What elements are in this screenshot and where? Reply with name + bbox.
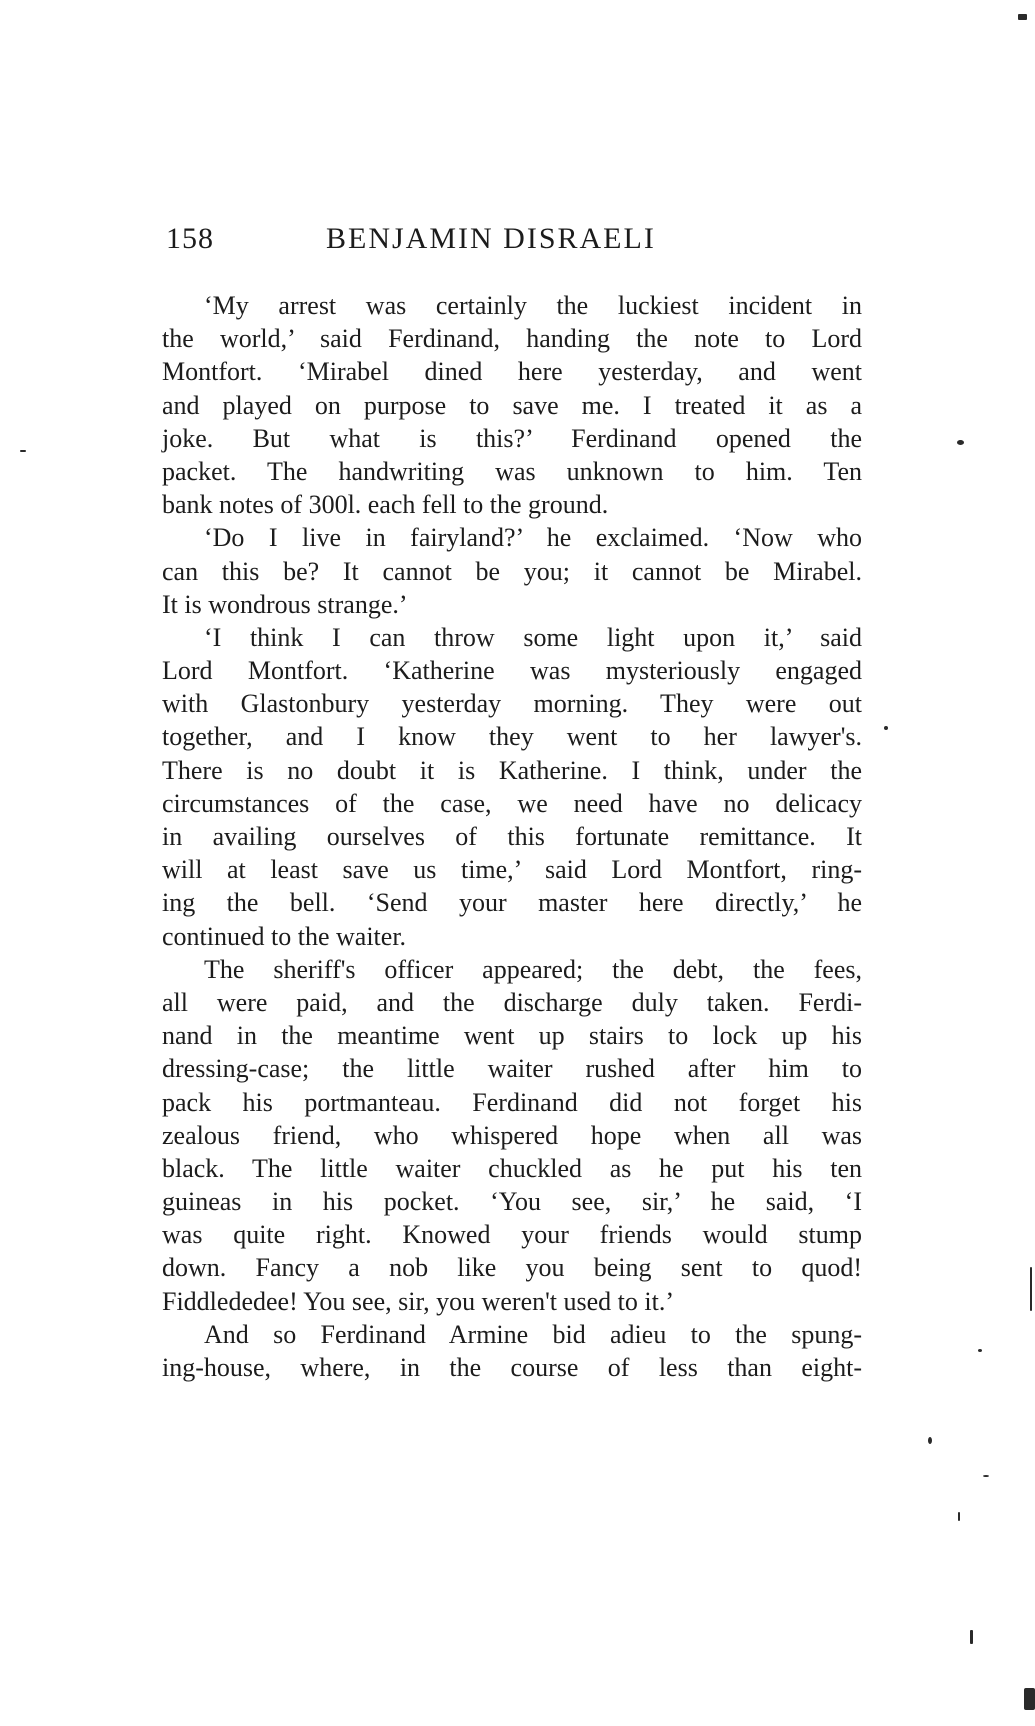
text-line: There is no doubt it is Katherine. I think, under the	[162, 755, 862, 785]
text-line: and played on purpose to save me. I treated it as a	[162, 390, 862, 420]
scan-speck	[983, 1475, 989, 1477]
text-line: with Glastonbury yesterday morning. They were out	[162, 689, 862, 719]
text-line: It is wondrous strange.’	[162, 589, 408, 619]
text-line: together, and I know they went to her lawyer's.	[162, 722, 862, 752]
scan-speck	[1018, 14, 1027, 20]
text-line: Montfort. ‘Mirabel dined here yesterday, and went	[162, 357, 862, 387]
text-line: the world,’ said Ferdinand, handing the note to Lord	[162, 324, 862, 354]
text-line: ‘Do I live in fairyland?’ he exclaimed. ‘Now who	[204, 523, 862, 553]
text-line: Lord Montfort. ‘Katherine was mysteriously engaged	[162, 656, 862, 686]
text-line: all were paid, and the discharge duly taken. Ferdi-	[162, 987, 862, 1017]
text-line: Fiddlededee! You see, sir, you weren't used to it.’	[162, 1286, 675, 1316]
text-line: was quite right. Knowed your friends would stump	[162, 1220, 862, 1250]
scan-speck	[958, 1512, 960, 1521]
text-line: dressing-case; the little waiter rushed after him to	[162, 1054, 862, 1084]
scan-speck	[884, 726, 888, 730]
text-line: ing-house, where, in the course of less than eight-	[162, 1353, 862, 1382]
text-line: nand in the meantime went up stairs to lock up his	[162, 1021, 862, 1051]
text-line: can this be? It cannot be you; it cannot be Mirabel.	[162, 556, 862, 586]
text-line: joke. But what is this?’ Ferdinand opened the	[162, 423, 862, 453]
text-line: guineas in his pocket. ‘You see, sir,’ he said, ‘I	[162, 1187, 862, 1217]
scan-speck	[970, 1630, 973, 1644]
scan-speck	[20, 450, 26, 452]
text-line: pack his portmanteau. Ferdinand did not forget his	[162, 1087, 862, 1117]
scan-speck	[1030, 1267, 1032, 1311]
text-line: down. Fancy a nob like you being sent to quod!	[162, 1253, 862, 1283]
scan-speck	[957, 440, 964, 445]
text-line: ing the bell. ‘Send your master here directly,’ he	[162, 888, 862, 918]
text-line: ‘My arrest was certainly the luckiest incident in	[204, 291, 862, 320]
text-line: The sheriff's officer appeared; the debt, the fees,	[204, 954, 862, 984]
scan-speck	[978, 1349, 982, 1352]
text-line: will at least save us time,’ said Lord Montfort, ring-	[162, 855, 862, 885]
text-line: in availing ourselves of this fortunate remittance. It	[162, 822, 862, 851]
scan-speck	[1024, 1688, 1035, 1710]
page-number: 158	[166, 222, 214, 255]
text-line: continued to the waiter.	[162, 921, 407, 951]
text-line: circumstances of the case, we need have no delicacy	[162, 788, 862, 818]
running-head	[166, 222, 866, 262]
text-line: And so Ferdinand Armine bid adieu to the spung-	[204, 1319, 862, 1349]
text-line: zealous friend, who whispered hope when all was	[162, 1120, 862, 1150]
book-title: BENJAMIN DISRAELI	[326, 222, 656, 255]
text-line: black. The little waiter chuckled as he put his ten	[162, 1153, 862, 1183]
text-line: bank notes of 300l. each fell to the ground.	[162, 490, 609, 520]
text-line: packet. The handwriting was unknown to him. Ten	[162, 456, 862, 486]
text-line: ‘I think I can throw some light upon it,’ said	[204, 622, 862, 652]
scan-speck	[928, 1437, 932, 1444]
body-text	[162, 289, 862, 1384]
